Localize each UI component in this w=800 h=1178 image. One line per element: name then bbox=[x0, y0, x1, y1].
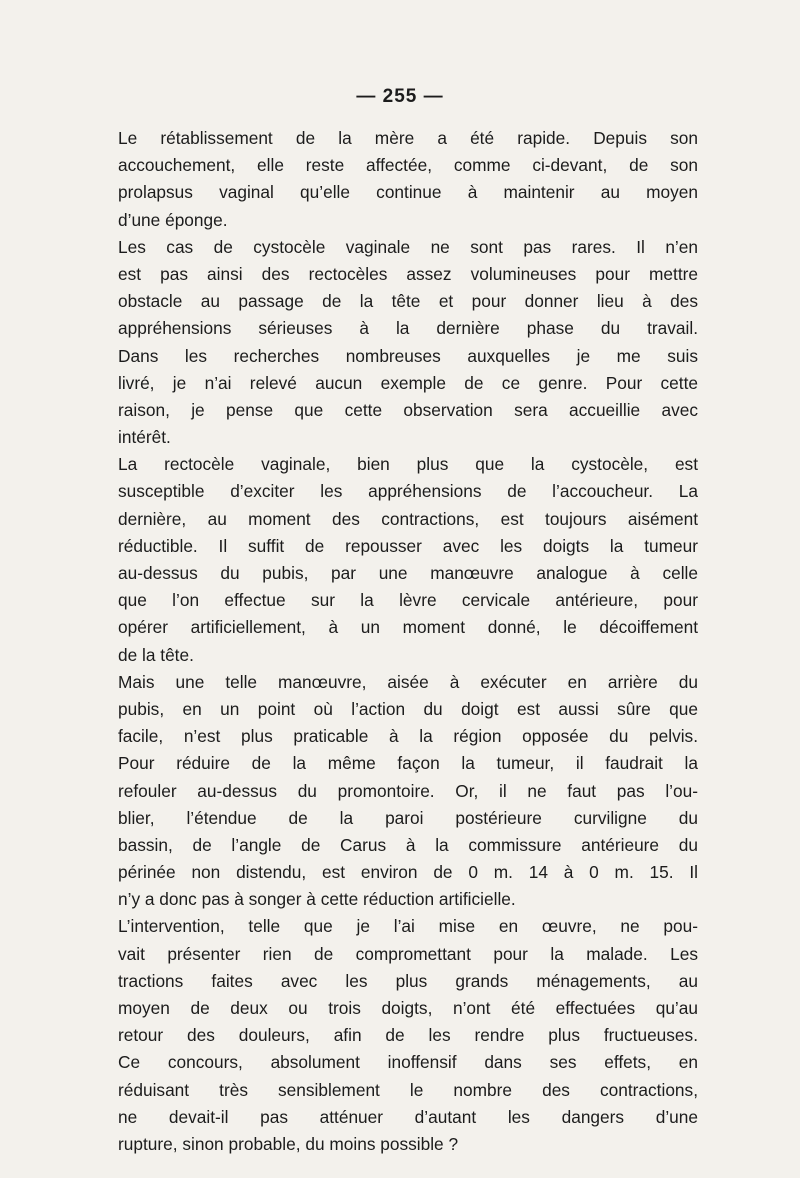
text-line: vait présenter rien de compromettant pour la malade. Les bbox=[118, 943, 698, 964]
text-line: périnée non distendu, est environ de 0 m. 14 à 0 m. 15. Il bbox=[118, 862, 698, 883]
text-line: de la tête. bbox=[118, 644, 194, 665]
text-line: raison, je pense que cette observation sera accueillie avec bbox=[118, 399, 698, 420]
text-line: susceptible d’exciter les appréhensions de l’accoucheur. La bbox=[118, 481, 698, 502]
text-line: tractions faites avec les plus grands ménagements, au bbox=[118, 970, 698, 991]
text-line: La rectocèle vaginale, bien plus que la cystocèle, est bbox=[118, 454, 698, 475]
text-line: appréhensions sérieuses à la dernière phase du travail. bbox=[118, 318, 698, 339]
text-line: Mais une telle manœuvre, aisée à exécuter en arrière du bbox=[118, 671, 698, 692]
text-line: Le rétablissement de la mère a été rapide. Depuis son bbox=[118, 128, 698, 148]
text-line: dernière, au moment des contractions, est toujours aisément bbox=[118, 508, 698, 529]
text-line: blier, l’étendue de la paroi postérieure curviligne du bbox=[118, 807, 698, 828]
text-line: Dans les recherches nombreuses auxquelles je me suis bbox=[118, 345, 698, 366]
text-line: rupture, sinon probable, du moins possible ? bbox=[118, 1133, 459, 1154]
text-line: obstacle au passage de la tête et pour donner lieu à des bbox=[118, 291, 698, 312]
text-line: Ce concours, absolument inoffensif dans ses effets, en bbox=[118, 1052, 698, 1073]
text-line: que l’on effectue sur la lèvre cervicale antérieure, pour bbox=[118, 590, 698, 611]
text-line: refouler au-dessus du promontoire. Or, il ne faut pas l’ou- bbox=[118, 780, 698, 801]
page-number: — 255 — bbox=[356, 86, 444, 107]
text-line: réduisant très sensiblement le nombre des contractions, bbox=[118, 1079, 698, 1100]
text-line: facile, n’est plus praticable à la région opposée du pelvis. bbox=[118, 726, 698, 747]
body-text bbox=[118, 125, 698, 1158]
text-line: accouchement, elle reste affectée, comme ci-devant, de son bbox=[118, 155, 698, 176]
text-line: Pour réduire de la même façon la tumeur, il faudrait la bbox=[118, 753, 698, 774]
text-line: Les cas de cystocèle vaginale ne sont pas rares. Il n’en bbox=[118, 236, 698, 257]
text-line: bassin, de l’angle de Carus à la commissure antérieure du bbox=[118, 834, 698, 855]
text-line: moyen de deux ou trois doigts, n’ont été effectuées qu’au bbox=[118, 998, 698, 1018]
text-line: opérer artificiellement, à un moment donné, le décoiffement bbox=[118, 617, 698, 638]
text-line: n’y a donc pas à songer à cette réduction artificielle. bbox=[118, 889, 516, 910]
text-line: intérêt. bbox=[118, 427, 171, 448]
text-line: L’intervention, telle que je l’ai mise en œuvre, ne pou- bbox=[118, 916, 698, 937]
text-line: ne devait-il pas atténuer d’autant les dangers d’une bbox=[118, 1106, 698, 1127]
text-line: prolapsus vaginal qu’elle continue à maintenir au moyen bbox=[118, 182, 698, 203]
text-line: d’une éponge. bbox=[118, 209, 228, 230]
text-line: pubis, en un point où l’action du doigt est aussi sûre que bbox=[118, 698, 698, 719]
text-line: est pas ainsi des rectocèles assez volumineuses pour mettre bbox=[118, 263, 698, 284]
text-line: retour des douleurs, afin de les rendre plus fructueuses. bbox=[118, 1025, 698, 1046]
text-line: livré, je n’ai relevé aucun exemple de ce genre. Pour cette bbox=[118, 372, 698, 393]
text-line: réductible. Il suffit de repousser avec les doigts la tumeur bbox=[118, 535, 698, 556]
text-line: au-dessus du pubis, par une manœuvre analogue à celle bbox=[118, 563, 698, 583]
